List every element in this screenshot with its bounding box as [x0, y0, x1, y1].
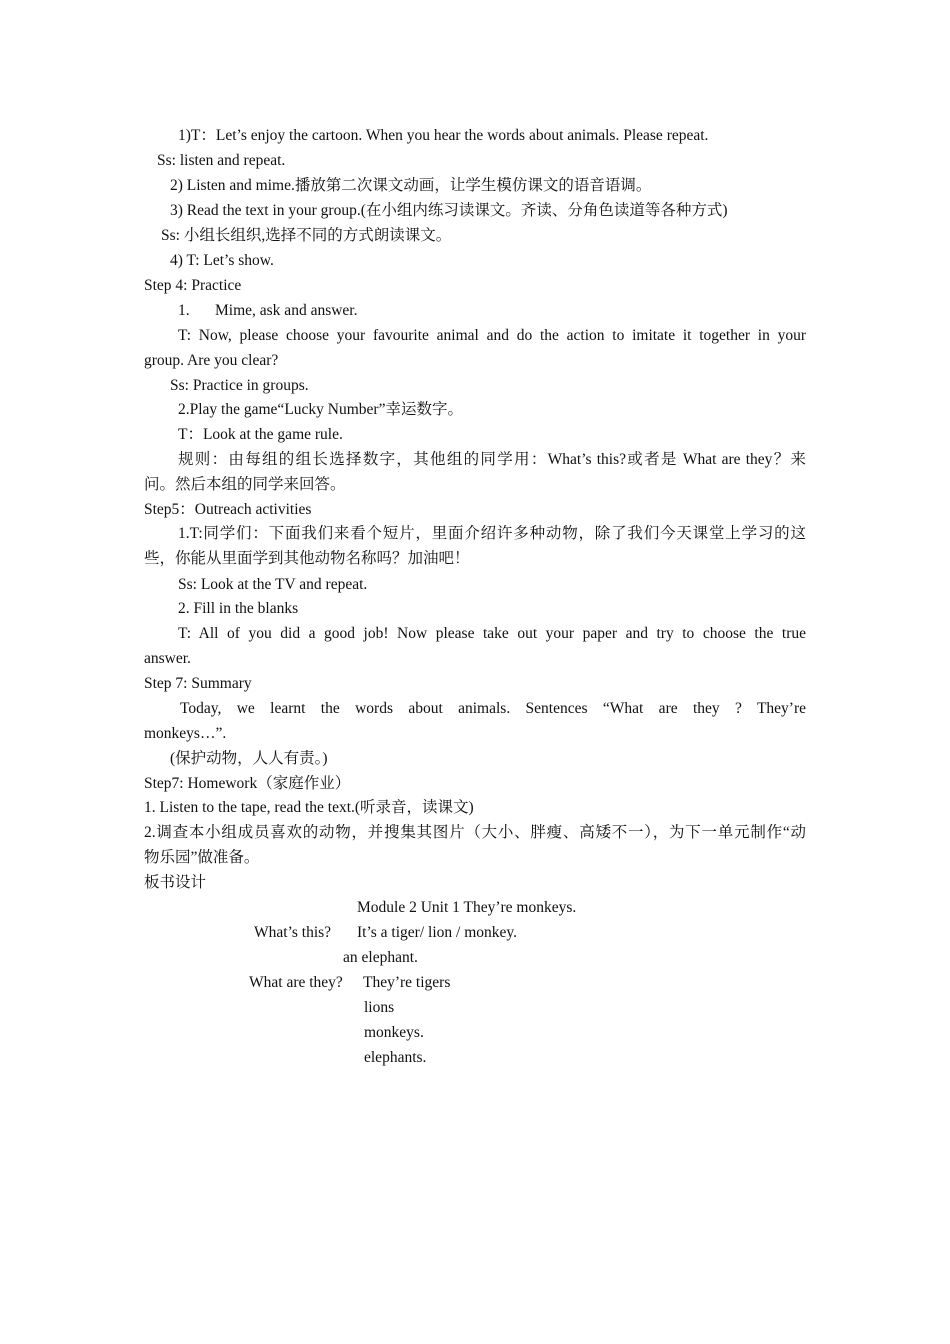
- board-answer: an elephant.: [343, 949, 418, 966]
- text-line: 规则：由每组的组长选择数字，其他组的同学用：What’s this?或者是 What are they？来: [178, 451, 806, 468]
- text-line: Ss: Look at the TV and repeat.: [178, 576, 368, 593]
- board-title: Module 2 Unit 1 They’re monkeys.: [357, 899, 577, 916]
- board-answer: monkeys.: [364, 1024, 424, 1041]
- text-line: 1)T：Let’s enjoy the cartoon. When you hear the words about animals. Please repeat.: [178, 127, 709, 144]
- text-line: 1.T:同学们：下面我们来看个短片，里面介绍许多种动物，除了我们今天课堂上学习的这: [178, 525, 806, 542]
- text-line: 2.调查本小组成员喜欢的动物，并搜集其图片（大小、胖瘦、高矮不一），为下一单元制作“动: [144, 824, 806, 841]
- text-line: answer.: [144, 650, 191, 667]
- text-line: 3) Read the text in your group.(在小组内练习读课文。齐读、分角色读道等各种方式): [170, 202, 728, 219]
- text-line: 1. Listen to the tape, read the text.(听录音，读课文): [144, 799, 474, 816]
- board-answer: They’re tigers: [363, 974, 451, 991]
- text-line: 4) T: Let’s show.: [170, 252, 274, 269]
- text-line: 物乐园”做准备。: [144, 849, 260, 866]
- section-heading: Step5：Outreach activities: [144, 501, 312, 518]
- board-question: What are they?: [249, 974, 343, 991]
- board-answer: lions: [364, 999, 395, 1016]
- text-line: Today, we learnt the words about animals. Sentences “What are they ? They’re: [180, 700, 806, 717]
- text-line: 2. Fill in the blanks: [178, 600, 299, 617]
- section-heading: Step 7: Summary: [144, 675, 252, 692]
- board-answer: elephants.: [364, 1049, 427, 1066]
- text-line: 问。然后本组的同学来回答。: [144, 476, 346, 493]
- text-line: 2.Play the game“Lucky Number”幸运数字。: [178, 401, 463, 418]
- text-line: (保护动物，人人有责。): [170, 750, 328, 767]
- text-line: T: Now, please choose your favourite animal and do the action to imitate it together in your: [178, 327, 806, 344]
- list-number: 1.: [178, 302, 190, 319]
- text-line: Ss: 小组长组织,选择不同的方式朗读课文。: [161, 227, 452, 244]
- section-heading: Step7: Homework（家庭作业）: [144, 775, 351, 792]
- text-line: group. Are you clear?: [144, 352, 279, 369]
- section-heading: 板书设计: [144, 874, 207, 891]
- text-line: Ss: Practice in groups.: [170, 377, 309, 394]
- board-answer: It’s a tiger/ lion / monkey.: [357, 924, 517, 941]
- text-line: monkeys…”.: [144, 725, 227, 742]
- text-line: T: All of you did a good job! Now please take out your paper and try to choose the true: [178, 625, 806, 642]
- text-line: T：Look at the game rule.: [178, 426, 343, 443]
- text-line: Ss: listen and repeat.: [157, 152, 286, 169]
- text-line: Mime, ask and answer.: [215, 302, 358, 319]
- board-question: What’s this?: [254, 924, 332, 941]
- text-line: 2) Listen and mime.播放第二次课文动画，让学生模仿课文的语音语调。: [170, 177, 652, 194]
- section-heading: Step 4: Practice: [144, 277, 242, 294]
- text-line: 些，你能从里面学到其他动物名称吗？加油吧！: [144, 550, 470, 567]
